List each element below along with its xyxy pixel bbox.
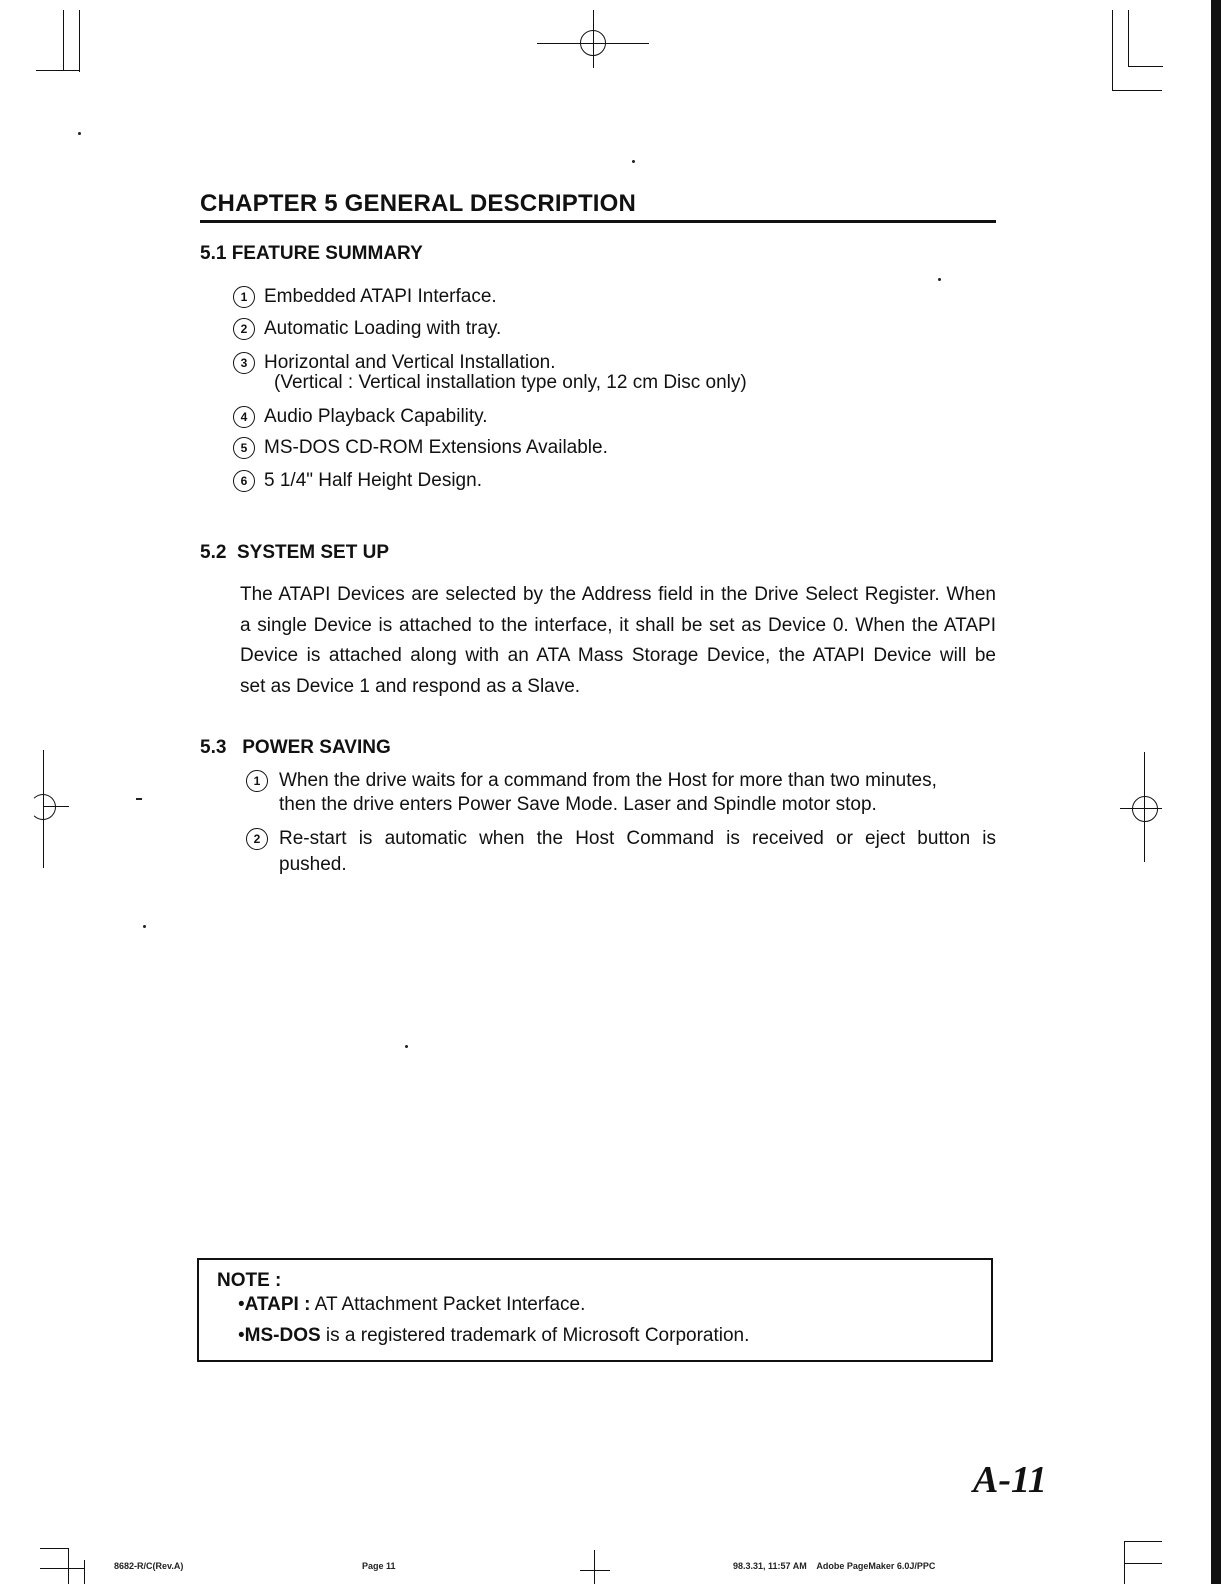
power-saving-item-1-line-1: When the drive waits for a command from the Host for more than two minutes,: [279, 770, 937, 791]
power-saving-item-2-line-2: pushed.: [279, 854, 347, 875]
registration-mark-bottom-center: [580, 1550, 610, 1584]
power-saving-item-1-line-2: then the drive enters Power Save Mode. Laser and Spindle motor stop.: [279, 794, 877, 815]
footer-timestamp: 98.3.31, 11:57 AM Adobe PageMaker 6.0J/PPC: [733, 1561, 936, 1571]
feature-item-4: Audio Playback Capability.: [264, 406, 488, 427]
registration-mark-right: [1120, 752, 1162, 864]
crop-mark-bottom-right: [1120, 1535, 1163, 1584]
system-set-up-line-2: a single Device is attached to the interface, it shall be set as Device 0. When the ATAPI: [240, 615, 996, 636]
note-term: ATAPI :: [244, 1294, 311, 1315]
chapter-title: CHAPTER 5 GENERAL DESCRIPTION: [200, 190, 996, 223]
system-set-up-line-3: Device is attached along with an ATA Mass Storage Device, the ATAPI Device will be: [240, 645, 996, 666]
page-number: A-11: [973, 1459, 1047, 1501]
scan-speck: [136, 798, 142, 800]
circled-number-1: 1: [233, 286, 255, 308]
feature-item-5: MS-DOS CD-ROM Extensions Available.: [264, 437, 608, 458]
circled-number-1: 1: [246, 770, 268, 792]
crop-mark-top-left: [36, 10, 96, 90]
crop-mark-top-right: [1108, 10, 1163, 90]
circled-number-2: 2: [233, 318, 255, 340]
circled-number-5: 5: [233, 437, 255, 459]
scan-speck: [938, 278, 941, 281]
registration-mark-top-center: [537, 10, 649, 70]
scan-speck: [405, 1045, 408, 1048]
feature-item-6: 5 1/4" Half Height Design.: [264, 470, 482, 491]
circled-number-2: 2: [246, 828, 268, 850]
system-set-up-line-4: set as Device 1 and respond as a Slave.: [240, 676, 581, 697]
crop-mark-bottom-left: [40, 1540, 90, 1584]
circled-number-6: 6: [233, 470, 255, 492]
circled-number-3: 3: [233, 352, 255, 374]
system-set-up-line-1: The ATAPI Devices are selected by the Address field in the Drive Select Register. When: [240, 584, 996, 605]
note-entry-msdos: [238, 1325, 749, 1347]
note-title: NOTE :: [217, 1270, 282, 1291]
circled-number-4: 4: [233, 406, 255, 428]
feature-item-3-note: (Vertical : Vertical installation type only, 12 cm Disc only): [274, 372, 747, 393]
power-saving-item-2-line-1: Re-start is automatic when the Host Command is received or eject button is: [279, 828, 996, 849]
section-heading-feature-summary: 5.1 FEATURE SUMMARY: [200, 243, 423, 264]
scan-speck: [143, 925, 146, 928]
note-entry-atapi: [238, 1294, 585, 1316]
scan-speck: [78, 132, 81, 135]
bullet: •: [238, 1294, 245, 1315]
note-text: AT Attachment Packet Interface.: [310, 1294, 586, 1315]
note-text: is a registered trademark of Microsoft Corporation.: [320, 1325, 750, 1346]
bullet: •: [238, 1325, 245, 1346]
registration-mark-left: [30, 750, 70, 870]
feature-item-3: Horizontal and Vertical Installation.: [264, 352, 556, 373]
feature-item-1: Embedded ATAPI Interface.: [264, 286, 497, 307]
feature-item-2: Automatic Loading with tray.: [264, 318, 502, 339]
footer-job-id: 8682-R/C(Rev.A): [114, 1561, 184, 1571]
section-heading-system-set-up: 5.2 SYSTEM SET UP: [200, 542, 389, 563]
note-term: MS-DOS: [244, 1325, 321, 1346]
section-heading-power-saving: 5.3 POWER SAVING: [200, 737, 391, 758]
scan-speck: [632, 160, 635, 163]
scan-edge-band: [1211, 0, 1221, 1584]
footer-page: Page 11: [362, 1561, 396, 1571]
